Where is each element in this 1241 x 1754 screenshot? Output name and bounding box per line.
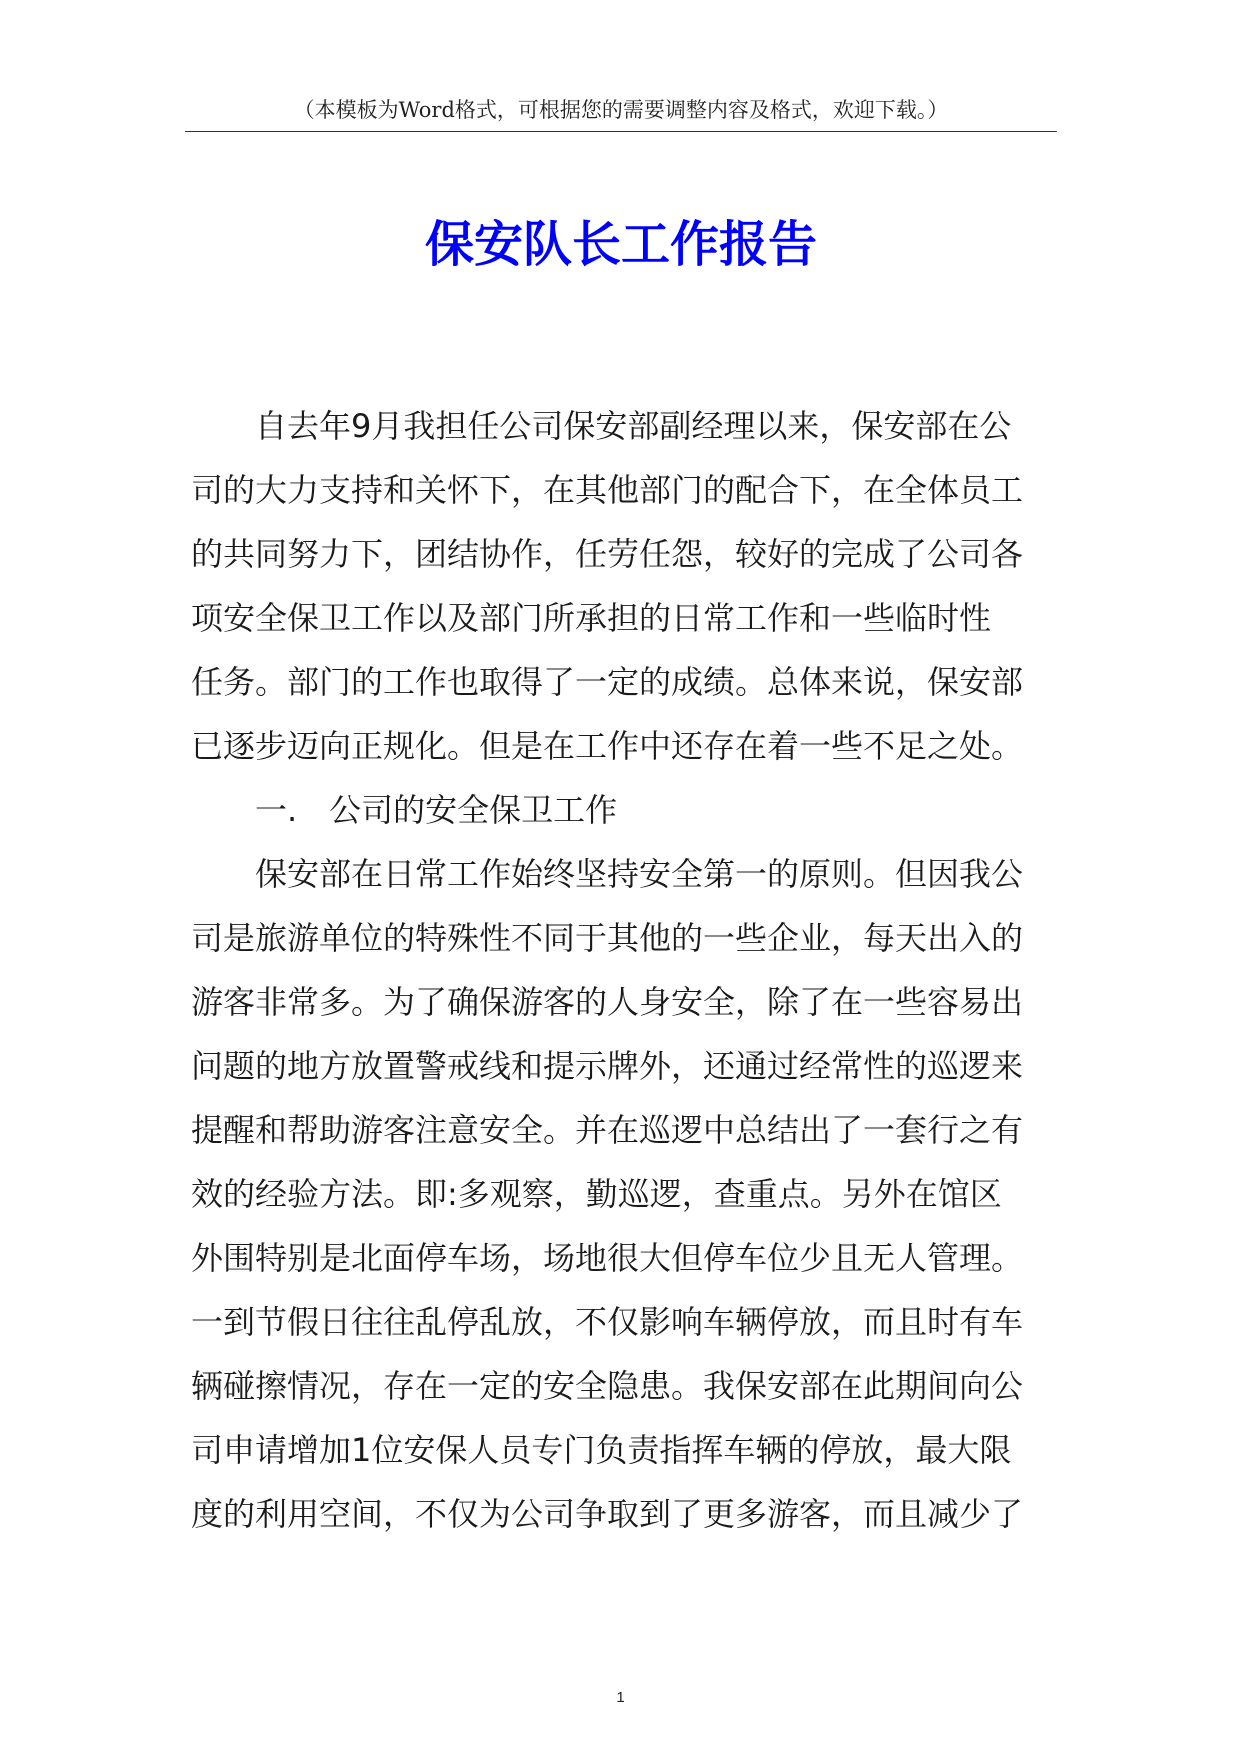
paragraph-line: 一到节假日往往乱停乱放，不仅影响车辆停放，而且时有车	[191, 1303, 1024, 1341]
document-title: 保安队长工作报告	[424, 215, 817, 273]
paragraph-line: 效的经验方法。即:多观察，勤巡逻，查重点。另外在馆区	[191, 1175, 1002, 1213]
paragraph-line: 游客非常多。为了确保游客的人身安全，除了在一些容易出	[191, 983, 1024, 1021]
paragraph-line: 提醒和帮助游客注意安全。并在巡逻中总结出了一套行之有	[191, 1111, 1024, 1149]
header-divider	[185, 131, 1057, 132]
section-heading: 一. 公司的安全保卫工作	[255, 791, 618, 829]
paragraph-line: 项安全保卫工作以及部门所承担的日常工作和一些临时性	[191, 599, 992, 637]
paragraph-line: 问题的地方放置警戒线和提示牌外，还通过经常性的巡逻来	[191, 1047, 1024, 1085]
page-number: 1	[616, 1689, 625, 1706]
paragraph-line: 任务。部门的工作也取得了一定的成绩。总体来说，保安部	[191, 663, 1024, 701]
paragraph-line: 司是旅游单位的特殊性不同于其他的一些企业，每天出入的	[191, 919, 1024, 957]
paragraph-line: 的共同努力下，团结协作，任劳任怨，较好的完成了公司各	[191, 535, 1024, 573]
paragraph-line: 辆碰擦情况，存在一定的安全隐患。我保安部在此期间向公	[191, 1367, 1024, 1405]
document-body	[191, 394, 1071, 1546]
paragraph-line: 已逐步迈向正规化。但是在工作中还存在着一些不足之处。	[191, 727, 1024, 765]
paragraph-line: 司的大力支持和关怀下，在其他部门的配合下，在全体员工	[191, 471, 1024, 509]
paragraph-line: 外围特别是北面停车场，场地很大但停车位少且无人管理。	[191, 1239, 1024, 1277]
paragraph-line: 司申请增加1位安保人员专门负责指挥车辆的停放，最大限	[191, 1431, 1012, 1469]
paragraph-line: 保安部在日常工作始终坚持安全第一的原则。但因我公	[255, 855, 1024, 893]
paragraph-line: 度的利用空间，不仅为公司争取到了更多游客，而且减少了	[191, 1495, 1024, 1533]
paragraph-line: 自去年9月我担任公司保安部副经理以来，保安部在公	[255, 407, 1012, 445]
template-note: （本模板为Word格式，可根据您的需要调整内容及格式，欢迎下载。）	[293, 98, 949, 122]
